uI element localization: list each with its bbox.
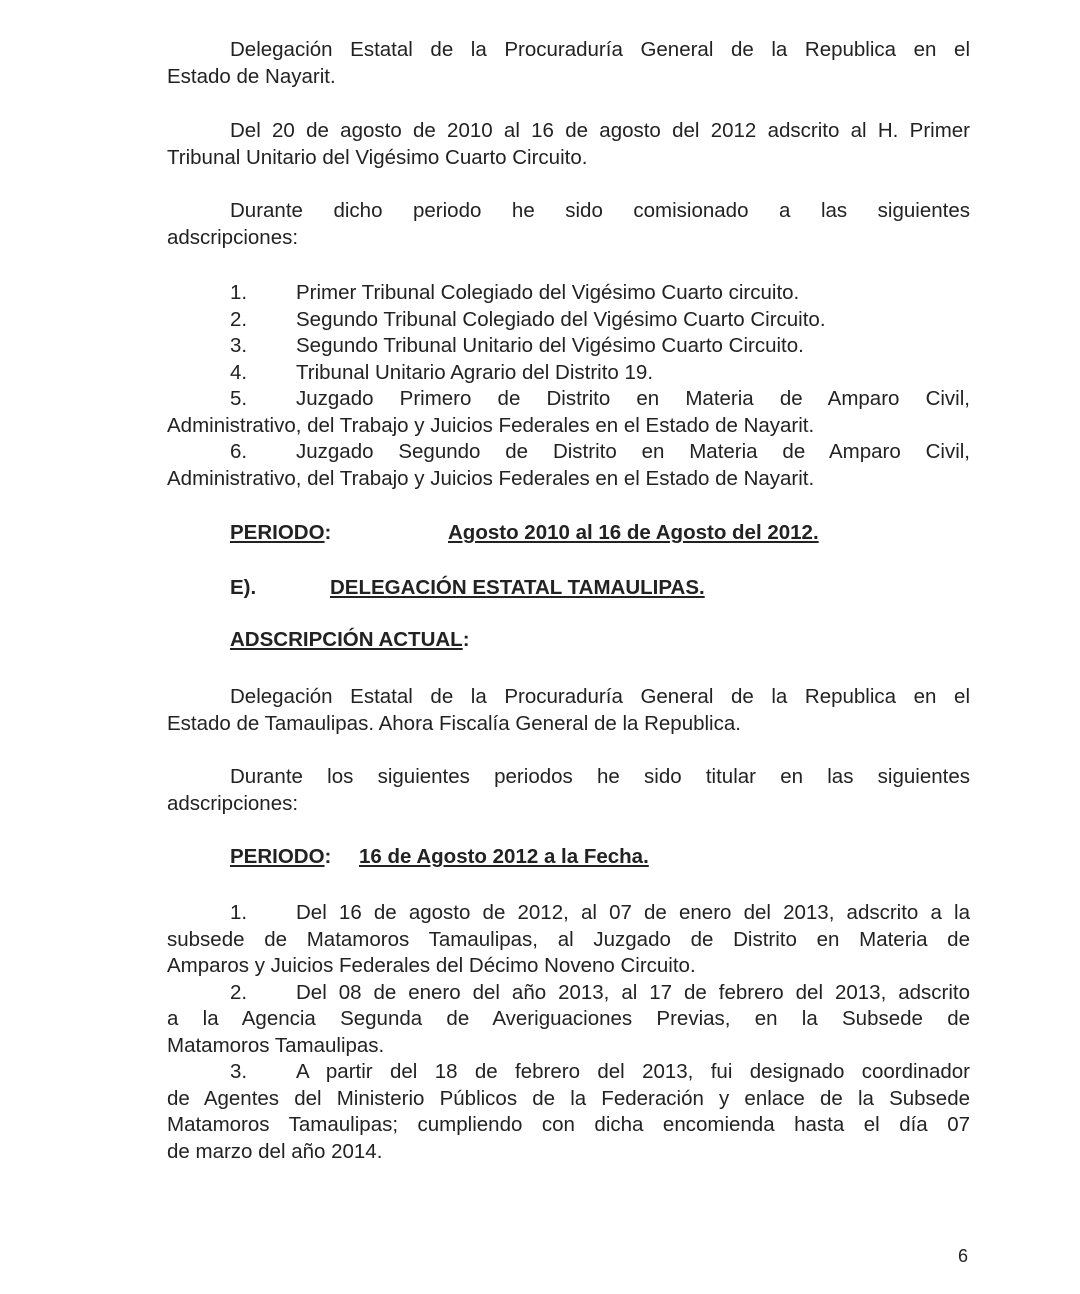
list-number: 2. (230, 307, 248, 331)
text-line: Durante los siguientes periodos he sido titular en las siguientes (230, 765, 970, 788)
section-e-heading (167, 575, 970, 602)
paragraph-commissions-intro (167, 198, 970, 251)
text-line: Tribunal Unitario del Vigésimo Cuarto Circuito. (167, 145, 588, 169)
list-item: Del 16 de agosto de 2012, al 07 de enero del 2013, adscrito a la (296, 901, 970, 924)
list-number: 2. (230, 980, 248, 1004)
periodo-label: PERIODO (230, 845, 325, 868)
commissions-list (167, 280, 970, 492)
text-line: Del 20 de agosto de 2010 al 16 de agosto del 2012 adscrito al H. Primer (230, 119, 970, 142)
text-line: Delegación Estatal de la Procuraduría General de la Republica en el (230, 685, 970, 708)
text-line: Estado de Nayarit. (167, 64, 336, 88)
list-item: Primer Tribunal Colegiado del Vigésimo Cuarto circuito. (296, 281, 800, 304)
list-item: Segundo Tribunal Unitario del Vigésimo Cuarto Circuito. (296, 334, 804, 357)
list-number: 1. (230, 901, 248, 924)
list-item: Segundo Tribunal Colegiado del Vigésimo Cuarto Circuito. (296, 307, 826, 331)
colon: : (324, 521, 332, 544)
periodo-heading-1 (167, 520, 970, 547)
list-number: 3. (230, 334, 248, 357)
text-line: adscripciones: (167, 791, 299, 815)
periodo-value: 16 de Agosto 2012 a la Fecha. (359, 845, 649, 868)
list-item-continuation: de marzo del año 2014. (167, 1139, 383, 1163)
list-item-continuation: de Agentes del Ministerio Públicos de la Federación y enlace de la Subsede (167, 1086, 970, 1110)
list-item-continuation: Matamoros Tamaulipas. (167, 1033, 385, 1057)
adscripcion-heading (167, 627, 970, 654)
list-item: Tribunal Unitario Agrario del Distrito 19. (296, 360, 654, 384)
page-number: 6 (958, 1246, 969, 1266)
periodo-value: Agosto 2010 al 16 de Agosto del 2012. (448, 521, 819, 544)
list-item-continuation: Matamoros Tamaulipas; cumpliendo con dicha encomienda hasta el día 07 (167, 1113, 970, 1136)
titular-list (167, 900, 970, 1165)
list-number: 1. (230, 281, 248, 304)
list-number: 5. (230, 387, 248, 410)
list-number: 4. (230, 360, 248, 384)
list-item-continuation: Administrativo, del Trabajo y Juicios Federales en el Estado de Nayarit. (167, 413, 815, 437)
text-line: adscripciones: (167, 225, 299, 249)
section-title: DELEGACIÓN ESTATAL TAMAULIPAS. (330, 576, 705, 599)
section-letter: E). (230, 576, 257, 599)
list-item-continuation: subsede de Matamoros Tamaulipas, al Juzgado de Distrito en Materia de (167, 927, 970, 951)
periodo-label: PERIODO (230, 521, 325, 544)
adscripcion-label: ADSCRIPCIÓN ACTUAL (230, 628, 463, 651)
list-item-continuation: a la Agencia Segunda de Averiguaciones Previas, en la Subsede de (167, 1007, 970, 1030)
list-number: 3. (230, 1060, 248, 1083)
text-line: Estado de Tamaulipas. Ahora Fiscalía General de la Republica. (167, 711, 741, 735)
list-item: A partir del 18 de febrero del 2013, fui designado coordinador (296, 1060, 970, 1083)
list-item: Juzgado Segundo de Distrito en Materia de Amparo Civil, (296, 440, 970, 463)
list-number: 6. (230, 440, 248, 463)
paragraph-assignment-period (167, 118, 970, 171)
list-item: Juzgado Primero de Distrito en Materia de Amparo Civil, (296, 387, 970, 410)
colon: : (324, 845, 332, 868)
paragraph-tamaulipas-delegation (167, 684, 970, 737)
text-line: Durante dicho periodo he sido comisionado a las siguientes (230, 199, 970, 222)
text-line: Delegación Estatal de la Procuraduría General de la Republica en el (230, 38, 970, 61)
paragraph-nayarit-delegation (167, 37, 970, 90)
colon: : (462, 628, 470, 651)
list-item-continuation: Amparos y Juicios Federales del Décimo Noveno Circuito. (167, 954, 696, 977)
list-item: Del 08 de enero del año 2013, al 17 de febrero del 2013, adscrito (296, 980, 970, 1004)
paragraph-titular-intro (167, 764, 970, 817)
list-item-continuation: Administrativo, del Trabajo y Juicios Federales en el Estado de Nayarit. (167, 466, 815, 490)
periodo-heading-2 (167, 844, 970, 871)
